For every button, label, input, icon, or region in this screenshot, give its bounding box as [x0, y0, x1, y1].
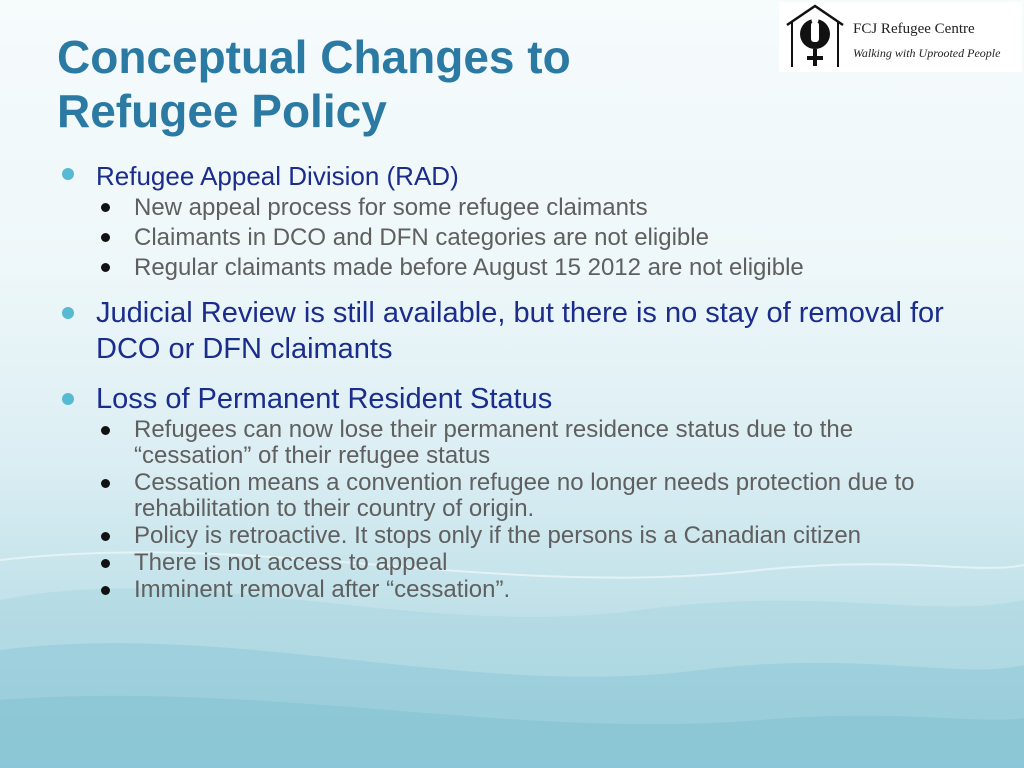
sub-bullet-item — [96, 550, 962, 576]
slide-title-line-1: Conceptual Changes to — [57, 31, 571, 83]
bullet-list — [62, 158, 962, 617]
bullet-item — [62, 295, 962, 367]
bullet-dot-icon — [62, 168, 74, 180]
sub-bullet-dot-icon — [101, 586, 110, 595]
sub-bullet-list — [96, 194, 962, 281]
sub-bullet-dot-icon — [101, 532, 110, 541]
sub-bullet-text: Claimants in DCO and DFN categories are not eligible — [134, 224, 709, 251]
sub-bullet-text: Cessation means a convention refugee no longer needs protection due to rehabilitation to their country of origin. — [134, 469, 915, 522]
sub-bullet-item — [96, 523, 962, 549]
sub-bullet-dot-icon — [101, 233, 110, 242]
bullet-item — [62, 158, 962, 281]
sub-bullet-item — [96, 470, 962, 522]
slide-title-line-2: Refugee Policy — [57, 85, 387, 137]
bullet-text: Judicial Review is still available, but there is no stay of removal for DCO or DFN claimants — [96, 297, 944, 365]
sub-bullet-item — [96, 577, 962, 603]
bullet-text: Loss of Permanent Resident Status — [96, 383, 553, 415]
sub-bullet-item — [96, 254, 962, 281]
bullet-text: Refugee Appeal Division (RAD) — [96, 161, 459, 191]
sub-bullet-list — [96, 417, 962, 603]
sub-bullet-text: Policy is retroactive. It stops only if the persons is a Canadian citizen — [134, 522, 862, 549]
sub-bullet-dot-icon — [101, 426, 110, 435]
bullet-dot-icon — [62, 307, 74, 319]
sub-bullet-item — [96, 194, 962, 221]
sub-bullet-text: Imminent removal after “cessation”. — [134, 576, 511, 603]
sub-bullet-text: Refugees can now lose their permanent residence status due to the “cessation” of their refugee status — [134, 416, 854, 469]
sub-bullet-item — [96, 224, 962, 251]
fcj-logo — [779, 2, 1022, 72]
logo-tagline: Walking with Uprooted People — [853, 46, 1001, 60]
sub-bullet-dot-icon — [101, 559, 110, 568]
sub-bullet-dot-icon — [101, 263, 110, 272]
bullet-item — [62, 381, 962, 603]
sub-bullet-text: New appeal process for some refugee claimants — [134, 194, 648, 221]
sub-bullet-dot-icon — [101, 203, 110, 212]
bullet-dot-icon — [62, 393, 74, 405]
sub-bullet-text: There is not access to appeal — [134, 549, 448, 576]
sub-bullet-item — [96, 417, 962, 469]
sub-bullet-dot-icon — [101, 479, 110, 488]
slide-title — [57, 30, 697, 138]
logo-organization-name: FCJ Refugee Centre — [853, 21, 975, 37]
house-with-venus-symbol-icon — [781, 3, 849, 71]
sub-bullet-text: Regular claimants made before August 15 2012 are not eligible — [134, 254, 804, 281]
